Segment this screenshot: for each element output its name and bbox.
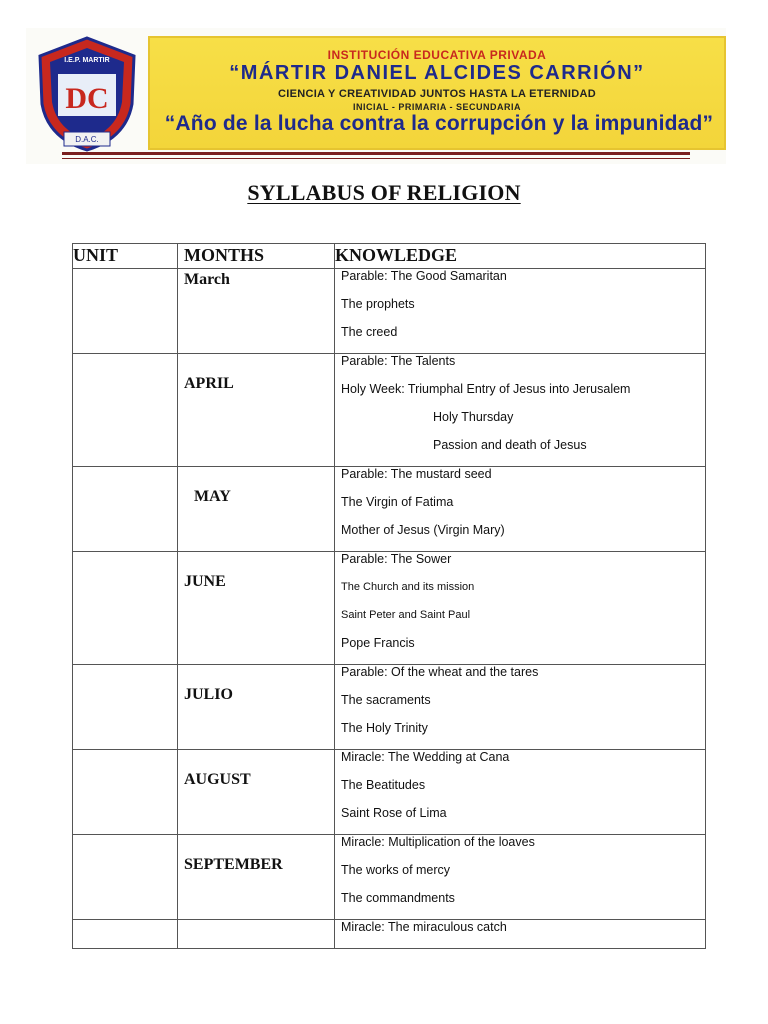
topic-item: Miracle: The Wedding at Cana (341, 750, 510, 764)
topic-item: The Holy Trinity (341, 721, 428, 735)
knowledge-cell (335, 920, 706, 949)
topic-item: Parable: The Good Samaritan (341, 269, 507, 283)
month-cell (178, 467, 335, 552)
topic-item: Pope Francis (341, 636, 415, 650)
table-row (73, 665, 706, 750)
month-label: JUNE (184, 573, 226, 590)
column-header-unit: UNIT (73, 244, 178, 269)
school-banner (26, 28, 726, 164)
crest-top-text: I.E.P. MARTIR (64, 57, 110, 64)
table-row (73, 552, 706, 665)
topic-item: Parable: The mustard seed (341, 467, 492, 481)
topic-item: Saint Rose of Lima (341, 806, 447, 820)
banner-divider (62, 152, 690, 155)
svg-text:DC: DC (65, 82, 109, 115)
knowledge-cell (335, 354, 706, 467)
column-header-knowledge: KNOWLEDGE (335, 244, 706, 269)
knowledge-cell (335, 750, 706, 835)
unit-cell (73, 269, 178, 354)
institution-levels: INICIAL - PRIMARIA - SECUNDARIA (353, 102, 521, 112)
crest-bottom-text: D.A.C. (75, 135, 99, 144)
topic-item: The Church and its mission (341, 581, 475, 593)
table-row (73, 354, 706, 467)
topic-item: Miracle: Multiplication of the loaves (341, 835, 535, 849)
month-label: March (184, 271, 230, 288)
topic-item: The Virgin of Fatima (341, 495, 454, 509)
topic-item: The sacraments (341, 693, 431, 707)
month-cell (178, 750, 335, 835)
knowledge-cell (335, 552, 706, 665)
month-cell (178, 269, 335, 354)
topic-item: The works of mercy (341, 863, 451, 877)
month-label: MAY (194, 488, 231, 505)
table-row (73, 750, 706, 835)
unit-cell (73, 835, 178, 920)
month-cell (178, 354, 335, 467)
knowledge-cell (335, 269, 706, 354)
unit-cell (73, 354, 178, 467)
banner-divider-thin (62, 158, 690, 159)
unit-cell (73, 665, 178, 750)
month-label: JULIO (184, 686, 233, 703)
topic-item: Parable: The Talents (341, 354, 456, 368)
table-row (73, 835, 706, 920)
unit-cell (73, 920, 178, 949)
topic-item: Parable: Of the wheat and the tares (341, 665, 539, 679)
knowledge-cell (335, 835, 706, 920)
topic-item: Miracle: The miraculous catch (341, 920, 507, 934)
crest-shield-icon (34, 34, 140, 154)
topic-item: Holy Thursday (433, 410, 514, 424)
table-header-row (73, 244, 706, 269)
month-cell (178, 835, 335, 920)
page-title: SYLLABUS OF RELIGION (247, 180, 521, 205)
unit-cell (73, 750, 178, 835)
table-row (73, 920, 706, 949)
unit-cell (73, 552, 178, 665)
topic-item: Parable: The Sower (341, 552, 452, 566)
month-cell (178, 920, 335, 949)
knowledge-cell (335, 665, 706, 750)
month-label: AUGUST (184, 771, 251, 788)
month-label: APRIL (184, 375, 234, 392)
syllabus-table (72, 243, 706, 949)
topic-item: The prophets (341, 297, 415, 311)
topic-item: Saint Peter and Saint Paul (341, 609, 471, 621)
topic-item: Mother of Jesus (Virgin Mary) (341, 523, 505, 537)
month-cell (178, 665, 335, 750)
year-slogan: “Año de la lucha contra la corrupción y la impunidad” (164, 112, 714, 135)
month-label: SEPTEMBER (184, 856, 283, 873)
institution-name: “MÁRTIR DANIEL ALCIDES CARRIÓN” (229, 62, 645, 84)
column-header-months: MONTHS (178, 244, 335, 269)
institution-motto: CIENCIA Y CREATIVIDAD JUNTOS HASTA LA ETERNIDAD (277, 88, 597, 100)
table-row (73, 269, 706, 354)
school-crest-logo (34, 34, 140, 154)
knowledge-cell (335, 467, 706, 552)
topic-item: The creed (341, 325, 398, 339)
institution-type: INSTITUCIÓN EDUCATIVA PRIVADA (327, 48, 547, 62)
unit-cell (73, 467, 178, 552)
month-cell (178, 552, 335, 665)
topic-item: Holy Week: Triumphal Entry of Jesus into Jerusalem (341, 382, 631, 396)
topic-item: Passion and death of Jesus (433, 438, 587, 452)
table-row (73, 467, 706, 552)
topic-item: The Beatitudes (341, 778, 426, 792)
topic-item: The commandments (341, 891, 455, 905)
